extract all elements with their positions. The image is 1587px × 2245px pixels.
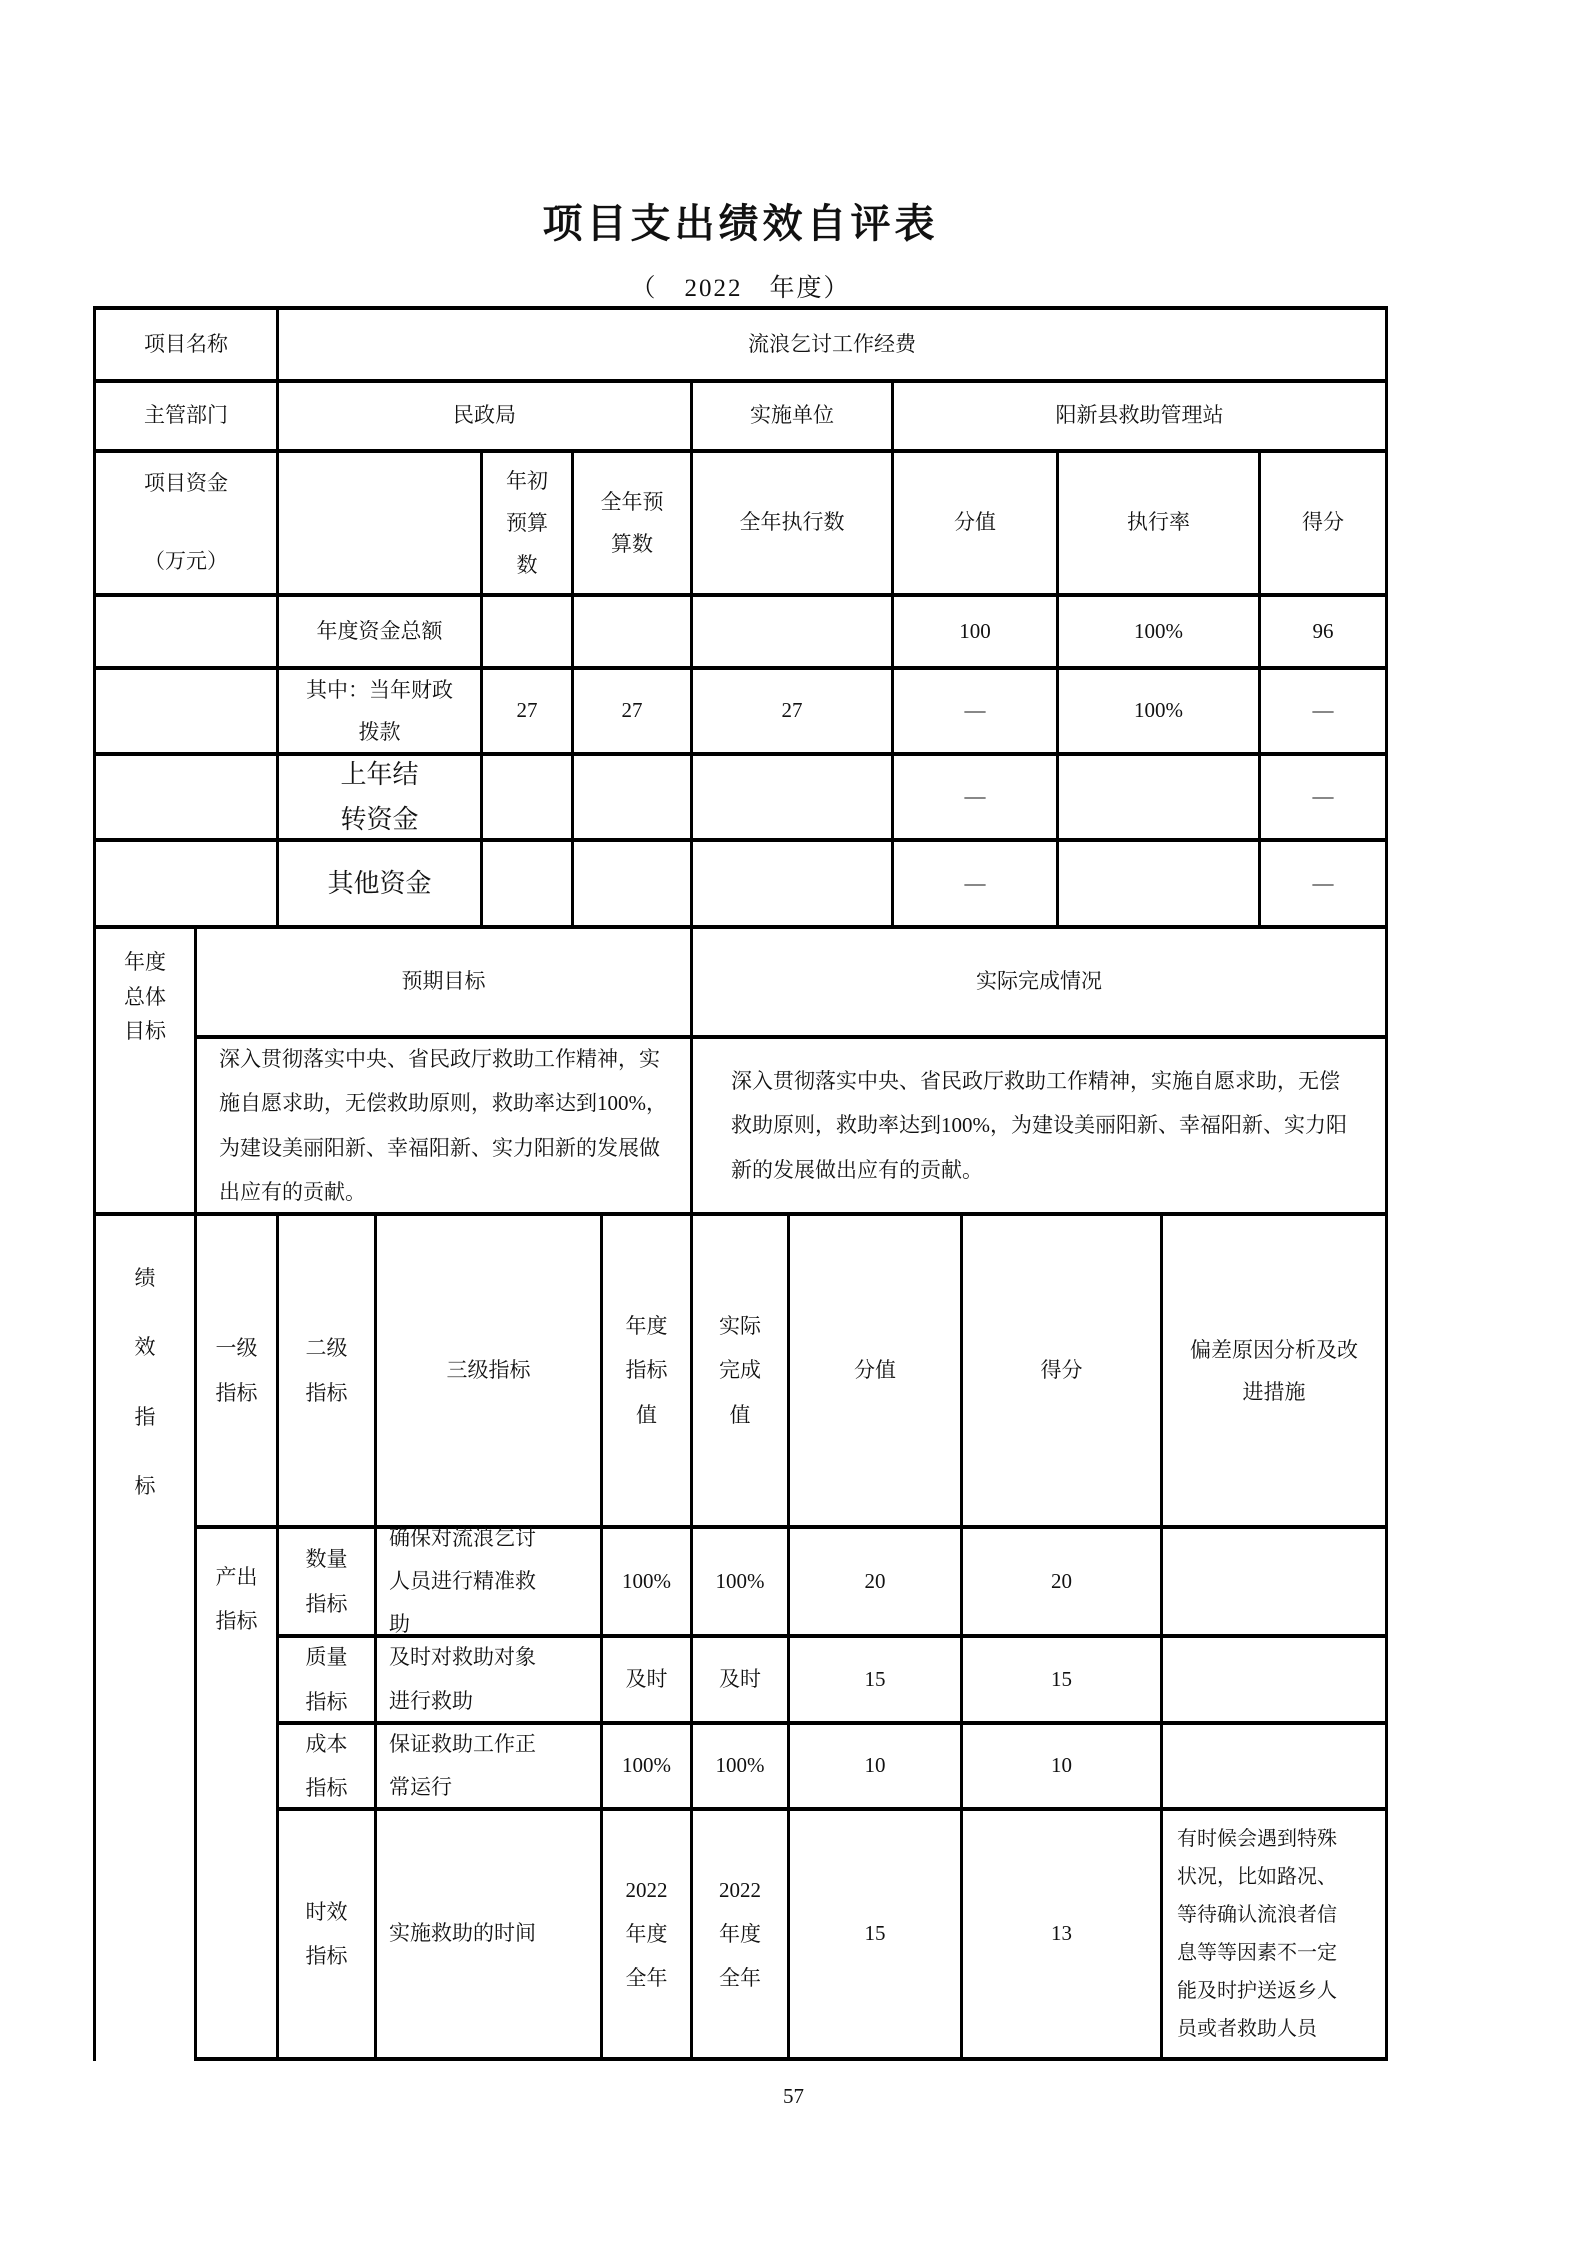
funds-row-total-begin xyxy=(483,597,574,670)
indicator-quantity-score: 20 xyxy=(963,1529,1163,1638)
funds-row-other-execution xyxy=(693,842,894,929)
funds-section-unit: （万元） xyxy=(144,549,228,573)
self-evaluation-table xyxy=(93,306,1388,2061)
funds-row-fiscal-execution: 27 xyxy=(693,670,894,756)
funds-row-fiscal-score-value: — xyxy=(894,670,1059,756)
project-name-value: 流浪乞讨工作经费 xyxy=(279,310,1388,383)
indicator-quantity-actual: 100% xyxy=(693,1529,790,1638)
funds-row-carryover-score: — xyxy=(1261,756,1388,842)
indicators-header-score-value: 分值 xyxy=(790,1216,963,1529)
funds-section-label xyxy=(96,453,279,597)
expected-goal-header: 预期目标 xyxy=(197,929,693,1039)
funds-row-other-rate xyxy=(1059,842,1261,929)
indicator-quantity-score-value: 20 xyxy=(790,1529,963,1638)
funds-header-annual-budget: 全年预算数 xyxy=(574,453,693,597)
funds-row-total-execution xyxy=(693,597,894,670)
indicator-timeliness-level2: 时效指标 xyxy=(279,1811,377,2061)
page-subtitle: （ 2022 年度） xyxy=(630,275,851,302)
funds-header-annual-execution: 全年执行数 xyxy=(693,453,894,597)
funds-row-carryover-begin xyxy=(483,756,574,842)
indicator-quality-target: 及时 xyxy=(603,1638,693,1725)
funds-row-other-budget xyxy=(574,842,693,929)
expected-goal-text: 深入贯彻落实中央、省民政厅救助工作精神，实施自愿求助，无偿救助原则，救助率达到100%，为建设美丽阳新、幸福阳新、实力阳新的发展做出应有的贡献。 xyxy=(197,1039,693,1216)
indicator-quality-deviation xyxy=(1163,1638,1388,1725)
funds-row-total-label: 年度资金总额 xyxy=(279,597,483,670)
indicator-timeliness-deviation: 有时候会遇到特殊状况，比如路况、等待确认流浪者信息等等因素不一定能及时护送返乡人员或者救助人员 xyxy=(1163,1811,1388,2061)
funds-row-other-blank xyxy=(96,842,279,929)
funds-row-carryover-score-value: — xyxy=(894,756,1059,842)
indicator-cost-score-value: 10 xyxy=(790,1725,963,1811)
funds-row-fiscal-rate: 100% xyxy=(1059,670,1261,756)
indicator-quality-score-value: 15 xyxy=(790,1638,963,1725)
indicator-timeliness-level3: 实施救助的时间 xyxy=(377,1811,603,2061)
department-value: 民政局 xyxy=(279,383,693,453)
indicator-timeliness-score-value: 15 xyxy=(790,1811,963,2061)
indicators-header-actual-value: 实际完成值 xyxy=(693,1216,790,1529)
funds-header-blank xyxy=(279,453,483,597)
funds-row-total-budget xyxy=(574,597,693,670)
indicator-timeliness-score: 13 xyxy=(963,1811,1163,2061)
actual-completion-text: 深入贯彻落实中央、省民政厅救助工作精神，实施自愿求助，无偿救助原则，救助率达到100%，为建设美丽阳新、幸福阳新、实力阳新的发展做出应有的贡献。 xyxy=(693,1039,1388,1216)
indicator-quantity-level3: 确保对流浪乞讨人员进行精准救助 xyxy=(377,1529,603,1638)
indicator-cost-level3: 保证救助工作正常运行 xyxy=(377,1725,603,1811)
funds-row-total-rate: 100% xyxy=(1059,597,1261,670)
indicator-quantity-deviation xyxy=(1163,1529,1388,1638)
indicator-cost-actual: 100% xyxy=(693,1725,790,1811)
indicators-header-score: 得分 xyxy=(963,1216,1163,1529)
indicators-header-level2: 二级指标 xyxy=(279,1216,377,1529)
funds-row-carryover-label: 上年结转资金 xyxy=(279,756,483,842)
page-number: 57 xyxy=(783,2084,804,2108)
funds-header-score-value: 分值 xyxy=(894,453,1059,597)
funds-row-fiscal-budget: 27 xyxy=(574,670,693,756)
project-name-label: 项目名称 xyxy=(96,310,279,383)
funds-row-carryover-blank xyxy=(96,756,279,842)
indicator-quantity-target: 100% xyxy=(603,1529,693,1638)
indicator-cost-level2: 成本指标 xyxy=(279,1725,377,1811)
indicator-cost-target: 100% xyxy=(603,1725,693,1811)
indicators-header-target-value: 年度指标值 xyxy=(603,1216,693,1529)
indicator-cost-score: 10 xyxy=(963,1725,1163,1811)
funds-row-carryover-rate xyxy=(1059,756,1261,842)
funds-row-other-label: 其他资金 xyxy=(279,842,483,929)
actual-completion-header: 实际完成情况 xyxy=(693,929,1388,1039)
funds-section-title: 项目资金 xyxy=(144,471,228,496)
funds-row-total-score: 96 xyxy=(1261,597,1388,670)
implement-unit-label: 实施单位 xyxy=(693,383,894,453)
funds-header-execution-rate: 执行率 xyxy=(1059,453,1261,597)
funds-header-score: 得分 xyxy=(1261,453,1388,597)
funds-row-total-score-value: 100 xyxy=(894,597,1059,670)
indicators-header-deviation: 偏差原因分析及改进措施 xyxy=(1163,1216,1388,1529)
indicators-header-level1: 一级指标 xyxy=(197,1216,279,1529)
funds-row-other-begin xyxy=(483,842,574,929)
funds-header-begin-budget: 年初预算数 xyxy=(483,453,574,597)
indicator-cost-deviation xyxy=(1163,1725,1388,1811)
indicator-quality-level3: 及时对救助对象进行救助 xyxy=(377,1638,603,1725)
funds-row-fiscal-blank xyxy=(96,670,279,756)
indicator-quality-level2: 质量指标 xyxy=(279,1638,377,1725)
indicator-quality-score: 15 xyxy=(963,1638,1163,1725)
implement-unit-value: 阳新县救助管理站 xyxy=(894,383,1388,453)
funds-row-total-blank xyxy=(96,597,279,670)
funds-row-fiscal-score: — xyxy=(1261,670,1388,756)
funds-row-other-score: — xyxy=(1261,842,1388,929)
indicator-quantity-level2: 数量指标 xyxy=(279,1529,377,1638)
funds-row-fiscal-label: 其中：当年财政拨款 xyxy=(279,670,483,756)
indicator-timeliness-target: 2022年度全年 xyxy=(603,1811,693,2061)
indicator-quality-actual: 及时 xyxy=(693,1638,790,1725)
funds-row-other-score-value: — xyxy=(894,842,1059,929)
annual-goal-section-label: 年度总体目标 xyxy=(96,929,197,1216)
indicators-section-label: 绩效指标 xyxy=(96,1216,197,2061)
funds-row-carryover-execution xyxy=(693,756,894,842)
page-title: 项目支出绩效自评表 xyxy=(542,201,939,246)
funds-row-fiscal-begin: 27 xyxy=(483,670,574,756)
indicator-level1-output: 产出指标 xyxy=(197,1529,279,2061)
department-label: 主管部门 xyxy=(96,383,279,453)
funds-row-carryover-budget xyxy=(574,756,693,842)
indicator-timeliness-actual: 2022年度全年 xyxy=(693,1811,790,2061)
indicators-header-level3: 三级指标 xyxy=(377,1216,603,1529)
